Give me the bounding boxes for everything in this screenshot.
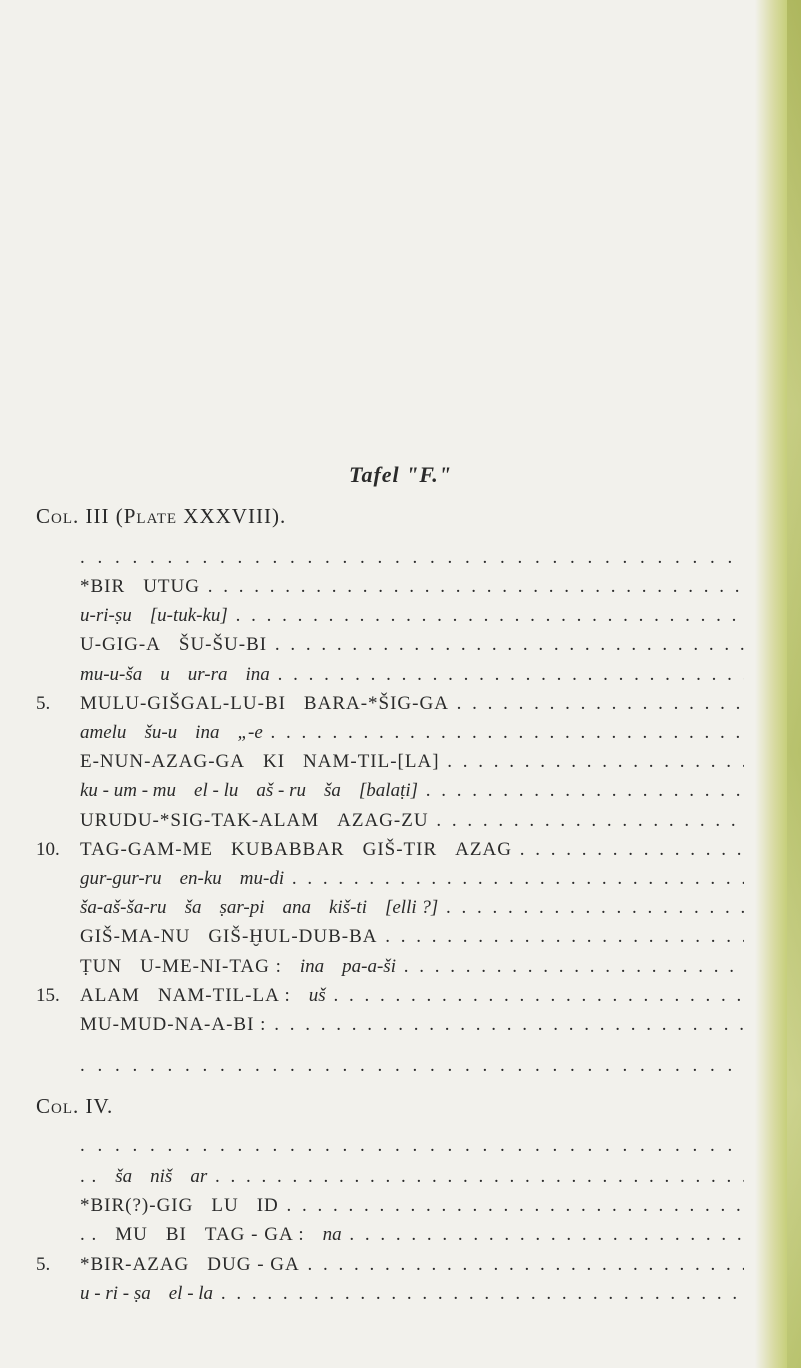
lacuna-dots-bottom: . . . . . . . . . . . . . . . . . . . . . . . . . . . . . . . . . . . . . . bbox=[80, 1056, 737, 1076]
line-word: *BIR-AZAG bbox=[80, 1253, 190, 1275]
line-content bbox=[80, 1191, 744, 1221]
line-word: MU-MUD-NA-A-BI : . . . bbox=[80, 1014, 744, 1035]
col-3-title: Col. III (Plate XXXVIII). bbox=[36, 504, 287, 528]
text-line bbox=[36, 1220, 744, 1250]
line-word: u - ri - ṣa bbox=[80, 1282, 151, 1304]
line-content bbox=[80, 572, 744, 602]
line-word: KI bbox=[262, 751, 286, 773]
text-line bbox=[36, 776, 744, 806]
line-word: U-GIG-A bbox=[80, 634, 161, 656]
text-line bbox=[36, 660, 744, 690]
line-word: ar . . . bbox=[190, 1166, 744, 1187]
line-word: el - lu bbox=[194, 780, 239, 802]
text-line bbox=[36, 1279, 744, 1309]
text-line bbox=[36, 806, 744, 836]
lacuna-dots-top: . . . . . . . . . . . . . . . . . . . . . . . . . . . . . . . . . . . . . . bbox=[80, 548, 737, 568]
line-content bbox=[80, 1279, 744, 1309]
line-word: pa-a-ši . . . bbox=[342, 956, 744, 977]
line-word: MU bbox=[115, 1224, 148, 1246]
text-line bbox=[36, 835, 744, 865]
line-word: ša bbox=[184, 897, 202, 919]
line-word: [elli ?] . . . bbox=[385, 897, 744, 918]
text-line bbox=[36, 893, 744, 923]
line-content bbox=[80, 1162, 744, 1192]
line-word: [u-tuk-ku] . . . bbox=[150, 605, 744, 626]
line-word: ŠU-ŠU-BI . . . bbox=[179, 634, 744, 655]
line-word: na . . . bbox=[323, 1224, 744, 1245]
line-word: ID . . . bbox=[257, 1195, 744, 1216]
line-word: URUDU-*SIG-TAK-ALAM bbox=[80, 809, 320, 831]
line-number: 5. bbox=[36, 692, 51, 714]
line-word: LU bbox=[211, 1195, 239, 1217]
line-content bbox=[80, 952, 744, 982]
text-line bbox=[36, 630, 744, 660]
text-line bbox=[36, 1250, 744, 1280]
line-word: . . bbox=[80, 1224, 98, 1246]
text-line bbox=[36, 572, 744, 602]
line-content bbox=[80, 660, 744, 690]
line-word: ṬUN bbox=[80, 955, 123, 977]
line-word: ša-aš-ša-ru bbox=[80, 897, 167, 919]
line-word: BARA-*ŠIG-GA . . . bbox=[304, 693, 744, 714]
line-word: ina bbox=[299, 955, 325, 977]
line-word: GIŠ-MA-NU bbox=[80, 926, 191, 948]
line-number: 5. bbox=[36, 1253, 51, 1275]
line-word: mu-u-ša bbox=[80, 663, 143, 685]
text-line bbox=[36, 718, 744, 748]
line-word: NAM-TIL-[LA] . . . bbox=[303, 751, 744, 772]
line-word: *BIR bbox=[80, 576, 126, 597]
line-content bbox=[80, 806, 744, 836]
line-word: GIŠ-TIR bbox=[362, 838, 438, 860]
line-word: TAG-GAM-ME bbox=[80, 838, 214, 860]
text-line bbox=[36, 1191, 744, 1221]
line-word: ur-ra bbox=[187, 663, 228, 685]
line-content bbox=[80, 893, 744, 923]
line-word: el - la . . . bbox=[169, 1283, 744, 1304]
line-word: *BIR(?)-GIG bbox=[80, 1195, 194, 1217]
line-content bbox=[80, 718, 744, 748]
lacuna-dots-col4: . . . . . . . . . . . . . . . . . . . . . . . . . . . . . . . . . . . . . . bbox=[80, 1136, 737, 1156]
line-word: gur-gur-ru bbox=[80, 868, 162, 889]
text-line bbox=[36, 864, 744, 894]
line-content bbox=[80, 1010, 744, 1040]
line-content bbox=[80, 601, 744, 631]
line-word: ana bbox=[282, 897, 311, 919]
line-word: ku - um - mu bbox=[80, 780, 177, 802]
line-word: mu-di . . . bbox=[240, 868, 744, 889]
line-word: AZAG-ZU . . . bbox=[337, 810, 744, 831]
line-word: TAG - GA : bbox=[204, 1224, 305, 1246]
line-content bbox=[80, 1220, 744, 1250]
line-word: „-e . . . bbox=[237, 722, 744, 743]
line-word: amelu bbox=[80, 722, 127, 743]
text-line bbox=[36, 952, 744, 982]
line-content bbox=[80, 864, 744, 894]
line-word: UTUG . . . bbox=[143, 576, 744, 597]
line-word: uš . . . bbox=[309, 985, 744, 1006]
tablet-heading: Tafel "F." bbox=[349, 462, 452, 487]
text-line bbox=[36, 689, 744, 719]
line-word: ina bbox=[195, 722, 220, 743]
line-content bbox=[80, 922, 744, 952]
text-line bbox=[36, 601, 744, 631]
line-word: BI bbox=[165, 1224, 187, 1246]
line-word: ALAM bbox=[80, 984, 140, 1006]
line-word: ša bbox=[115, 1166, 133, 1187]
line-word: kiš-ti bbox=[328, 897, 367, 919]
line-content bbox=[80, 747, 744, 777]
page-edge-binding bbox=[787, 0, 801, 1368]
line-content bbox=[80, 776, 744, 806]
text-line bbox=[36, 1162, 744, 1192]
line-content bbox=[80, 835, 744, 865]
line-word: DUG - GA . . . bbox=[207, 1254, 744, 1275]
text-line bbox=[36, 1010, 744, 1040]
line-word: ša bbox=[323, 780, 341, 802]
line-word: NAM-TIL-LA : bbox=[157, 984, 291, 1006]
line-word: aš - ru bbox=[256, 780, 306, 802]
line-content bbox=[80, 689, 744, 719]
line-word: MULU-GIŠGAL-LU-BI bbox=[80, 692, 286, 714]
line-word: . . bbox=[80, 1166, 98, 1187]
line-word: GIŠ-ḪUL-DUB-BA . . . bbox=[208, 926, 744, 947]
line-word: U-ME-NI-TAG : bbox=[140, 955, 282, 977]
line-content bbox=[80, 630, 744, 660]
line-word: E-NUN-AZAG-GA bbox=[80, 751, 245, 773]
line-number: 15. bbox=[36, 984, 60, 1006]
line-number: 10. bbox=[36, 838, 60, 860]
line-word: [balaṭi] . . . bbox=[359, 780, 744, 801]
col-4-title: Col. IV. bbox=[36, 1094, 114, 1118]
line-word: en-ku bbox=[179, 868, 222, 889]
line-word: šu-u bbox=[144, 722, 178, 743]
line-word: ṣar-pi bbox=[219, 897, 265, 919]
line-word: AZAG . . . bbox=[455, 839, 744, 860]
line-word: ina . . . bbox=[246, 664, 744, 685]
text-line bbox=[36, 747, 744, 777]
line-content bbox=[80, 1250, 744, 1280]
line-word: u-ri-ṣu bbox=[80, 605, 132, 627]
text-line bbox=[36, 922, 744, 952]
line-content bbox=[80, 981, 744, 1011]
text-line bbox=[36, 981, 744, 1011]
line-word: niš bbox=[150, 1166, 173, 1187]
line-word: KUBABBAR bbox=[231, 838, 345, 860]
line-word: u bbox=[160, 663, 170, 685]
